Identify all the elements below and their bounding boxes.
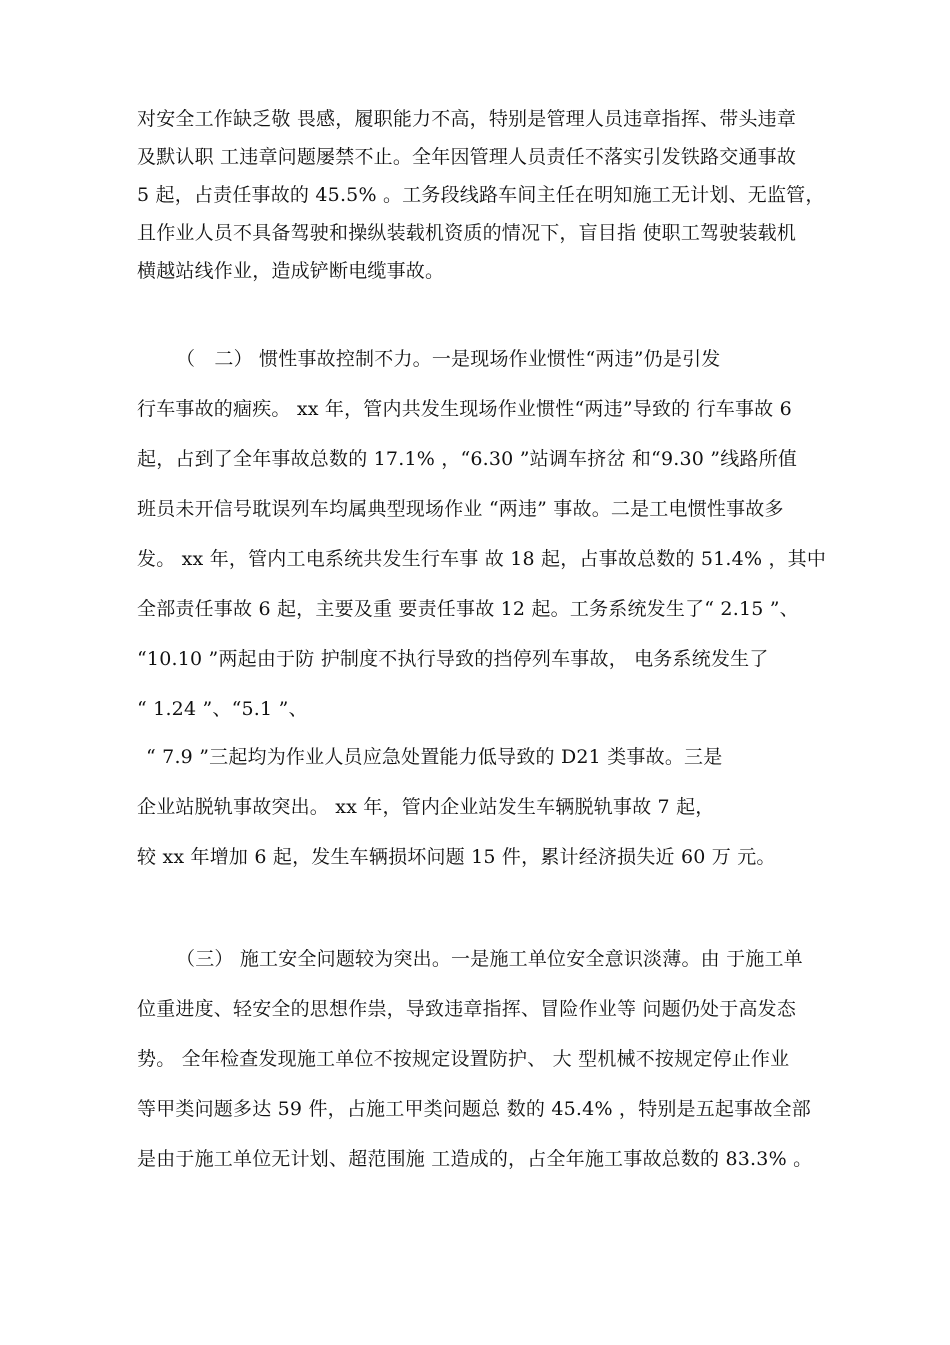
section-heading: （ 二） 惯性事故控制不力。一是现场作业惯性“两违”仍是引发 xyxy=(176,348,721,370)
paragraph-line: 班员未开信号耽误列车均属典型现场作业 “两违” 事故。二是工电惯性事故多 xyxy=(137,498,784,520)
paragraph-line: “ 1.24 ”、“5.1 ”、 xyxy=(137,698,308,720)
paragraph-line: 等甲类问题多达 59 件，占施工甲类问题总 数的 45.4% ，特别是五起事故全部 xyxy=(137,1098,811,1120)
section-heading: （三） 施工安全问题较为突出。一是施工单位安全意识淡薄。由 于施工单 xyxy=(176,948,803,970)
paragraph-line: 且作业人员不具备驾驶和操纵装载机资质的情况下，盲目指 使职工驾驶装载机 xyxy=(137,222,797,244)
paragraph-line: 是由于施工单位无计划、超范围施 工造成的，占全年施工事故总数的 83.3% 。 xyxy=(137,1148,813,1170)
paragraph-line: 横越站线作业，造成铲断电缆事故。 xyxy=(137,260,445,282)
paragraph-line: 起，占到了全年事故总数的 17.1% ，“6.30 ”站调车挤岔 和“9.30 ”线路所值 xyxy=(137,448,798,470)
paragraph-line: 发。 xx 年，管内工电系统共发生行车事 故 18 起，占事故总数的 51.4% ，其中 xyxy=(137,548,827,570)
paragraph-line: 较 xx 年增加 6 起，发生车辆损坏问题 15 件，累计经济损失近 60 万 元。 xyxy=(137,846,776,868)
paragraph-line: 全部责任事故 6 起，主要及重 要责任事故 12 起。工务系统发生了“ 2.15 ”、 xyxy=(137,598,799,620)
paragraph-line: 行车事故的痼疾。 xx 年，管内共发生现场作业惯性“两违”导致的 行车事故 6 xyxy=(137,398,792,420)
paragraph-line: 对安全工作缺乏敬 畏感，履职能力不高，特别是管理人员违章指挥、带头违章 xyxy=(137,108,797,130)
paragraph-line: 位重进度、轻安全的思想作祟，导致违章指挥、冒险作业等 问题仍处于高发态 xyxy=(137,998,797,1020)
paragraph-line: 5 起，占责任事故的 45.5% 。工务段线路车间主任在明知施工无计划、无监管， xyxy=(137,184,825,206)
paragraph-line: 企业站脱轨事故突出。 xx 年，管内企业站发生车辆脱轨事故 7 起， xyxy=(137,796,715,818)
paragraph-line: “ 7.9 ”三起均为作业人员应急处置能力低导致的 D21 类事故。三是 xyxy=(146,746,723,768)
paragraph-line: “10.10 ”两起由于防 护制度不执行导致的挡停列车事故， 电务系统发生了 xyxy=(137,648,769,670)
paragraph-line: 及默认职 工违章问题屡禁不止。全年因管理人员责任不落实引发铁路交通事故 xyxy=(137,146,797,168)
paragraph-line: 势。 全年检查发现施工单位不按规定设置防护、 大 型机械不按规定停止作业 xyxy=(137,1048,790,1070)
